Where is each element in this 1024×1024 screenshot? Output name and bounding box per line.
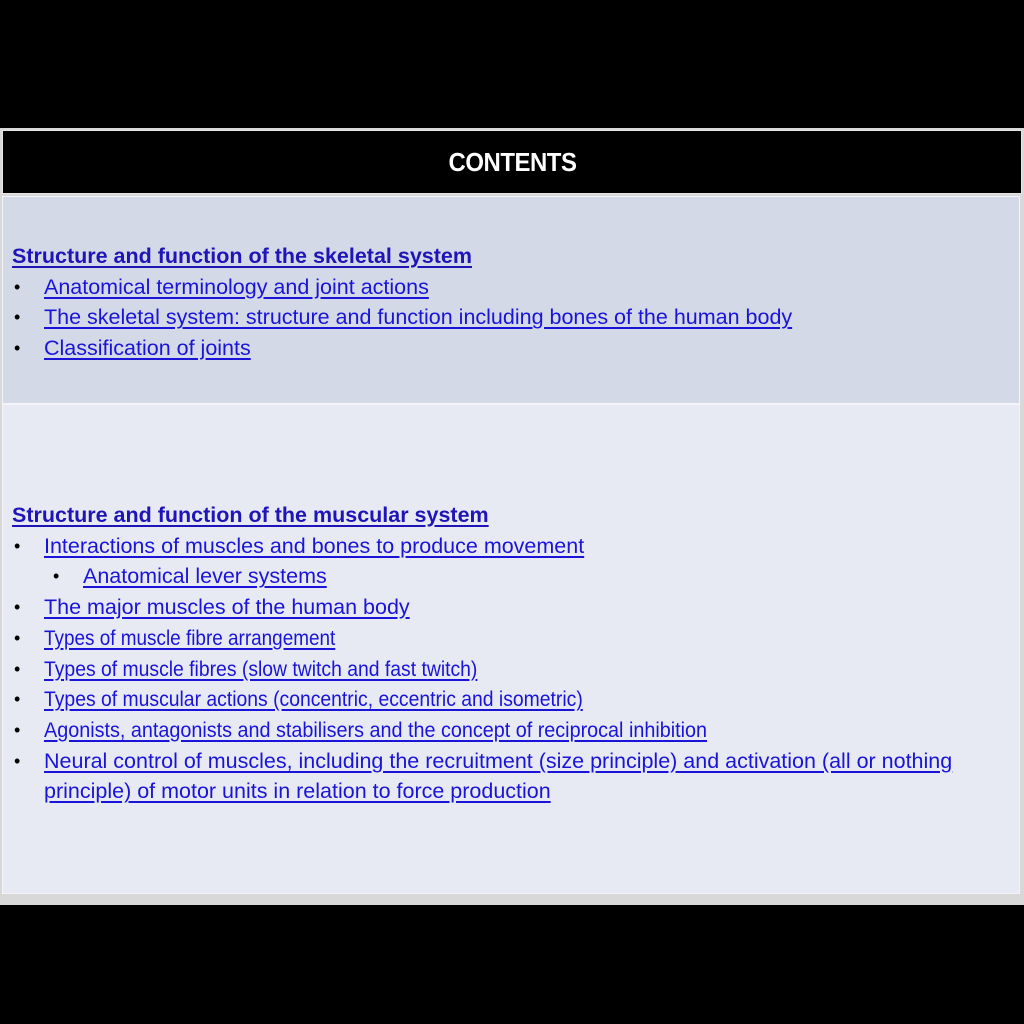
- section-muscular-system: [2, 404, 1020, 894]
- bullet-icon: •: [14, 627, 21, 648]
- bullet-icon: •: [14, 535, 21, 556]
- link-fibre-arrangement[interactable]: Types of muscle fibre arrangement: [44, 625, 336, 650]
- list-item: [12, 592, 974, 623]
- list-item: [12, 531, 974, 562]
- link-skeletal-system[interactable]: Structure and function of the skeletal system: [12, 244, 472, 268]
- bullet-icon: •: [14, 689, 21, 710]
- list-item: [12, 715, 974, 746]
- contents-slide: [0, 128, 1024, 905]
- link-classification-of-joints[interactable]: Classification of joints: [44, 336, 251, 361]
- bullet-icon: •: [14, 338, 21, 359]
- section-heading: [12, 241, 792, 272]
- bullet-icon: •: [53, 566, 60, 587]
- list-item: [12, 333, 792, 364]
- bullet-icon: •: [14, 658, 21, 679]
- bullet-icon: •: [14, 276, 21, 297]
- link-muscular-system[interactable]: Structure and function of the muscular system: [12, 503, 489, 527]
- link-anatomical-terminology[interactable]: Anatomical terminology and joint actions: [44, 274, 429, 299]
- bullet-icon: •: [14, 307, 21, 328]
- link-skeletal-structure-function[interactable]: The skeletal system: structure and function including bones of the human body: [44, 305, 793, 330]
- link-fibre-types[interactable]: Types of muscle fibres (slow twitch and fast twitch): [44, 656, 478, 681]
- bullet-icon: •: [14, 750, 21, 771]
- list-item: [12, 684, 974, 715]
- page-title: CONTENTS: [448, 146, 576, 177]
- section-heading: [12, 500, 974, 531]
- section-content: [12, 241, 792, 364]
- bullet-icon: •: [14, 597, 21, 618]
- link-muscle-bone-interactions[interactable]: Interactions of muscles and bones to produce movement: [44, 533, 585, 558]
- section-content: [12, 500, 974, 807]
- link-muscular-actions[interactable]: Types of muscular actions (concentric, eccentric and isometric): [44, 687, 583, 712]
- link-agonists-antagonists[interactable]: Agonists, antagonists and stabilisers and the concept of reciprocal inhibition: [44, 717, 708, 742]
- section-skeletal-system: [2, 196, 1020, 404]
- link-major-muscles[interactable]: The major muscles of the human body: [44, 595, 410, 620]
- list-item: [12, 623, 974, 654]
- link-neural-control[interactable]: Neural control of muscles, including the recruitment (size principle) and activation (all or nothing principle) of motor units in relation to force production: [44, 748, 953, 804]
- list-item: [12, 746, 974, 807]
- list-item: [12, 561, 974, 592]
- list-item: [12, 654, 974, 685]
- bullet-icon: •: [14, 719, 21, 740]
- contents-header: [2, 130, 1022, 194]
- list-item: [12, 272, 792, 303]
- list-item: [12, 302, 792, 333]
- link-lever-systems[interactable]: Anatomical lever systems: [83, 564, 327, 589]
